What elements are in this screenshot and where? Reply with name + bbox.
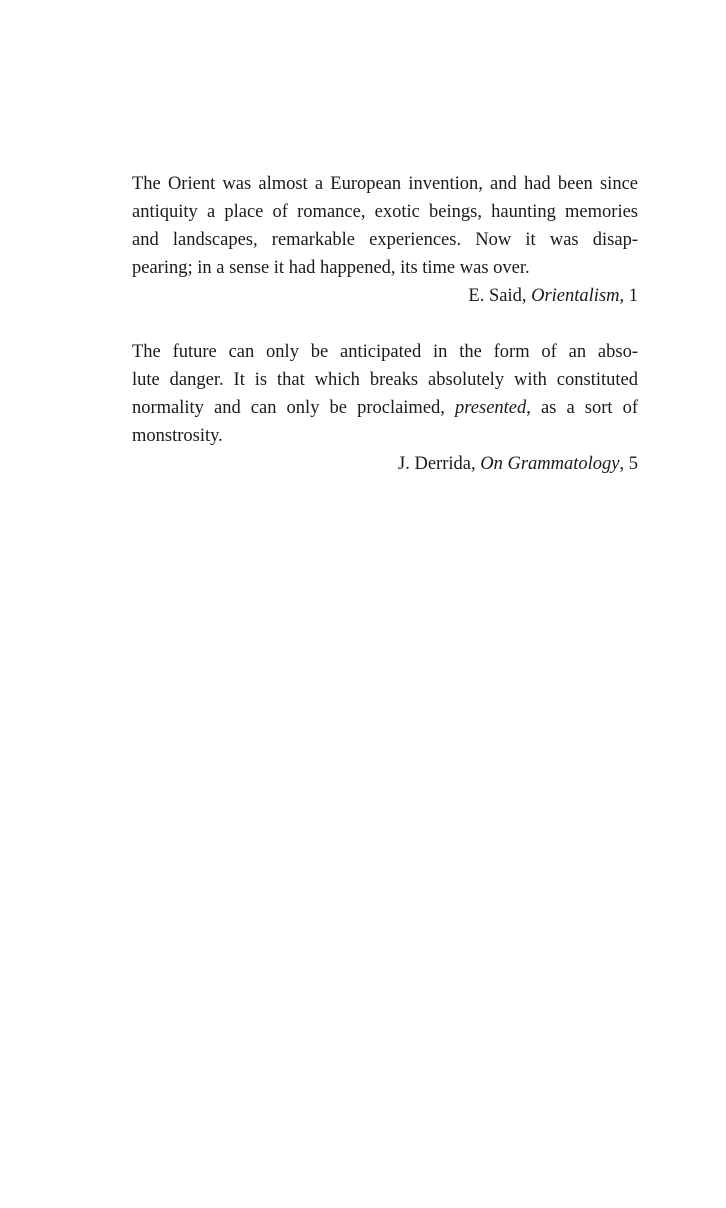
quote-line: antiquity a place of romance, exotic beings, haunting memories bbox=[132, 202, 638, 222]
quote-emphasis: presented bbox=[455, 398, 527, 418]
attribution-author: E. Said, bbox=[468, 286, 527, 306]
epigraph-attribution bbox=[132, 282, 638, 310]
attribution-work-title: Orientalism bbox=[531, 286, 620, 306]
quote-line: monstrosity. bbox=[132, 426, 223, 446]
attribution-author: J. Derrida, bbox=[398, 454, 476, 474]
attribution-work-title: On Grammatology bbox=[480, 454, 620, 474]
quote-line: The Orient was almost a European invention, and had been since bbox=[132, 174, 638, 194]
quote-text: , as a sort of bbox=[526, 398, 638, 418]
quote-line: pearing; in a sense it had happened, its time was over. bbox=[132, 258, 530, 278]
attribution-page: , 5 bbox=[619, 454, 638, 474]
epigraph-attribution bbox=[132, 450, 638, 478]
quote-line: lute danger. It is that which breaks absolutely with constituted bbox=[132, 370, 638, 390]
attribution-page: , 1 bbox=[619, 286, 638, 306]
quote-line: and landscapes, remarkable experiences. Now it was disap- bbox=[132, 230, 638, 250]
quote-line: The future can only be anticipated in the form of an abso- bbox=[132, 342, 638, 362]
epigraph-said bbox=[132, 170, 638, 310]
epigraph-derrida bbox=[132, 338, 638, 478]
quote-text: normality and can only be proclaimed, bbox=[132, 398, 445, 418]
quote-line bbox=[132, 394, 638, 422]
